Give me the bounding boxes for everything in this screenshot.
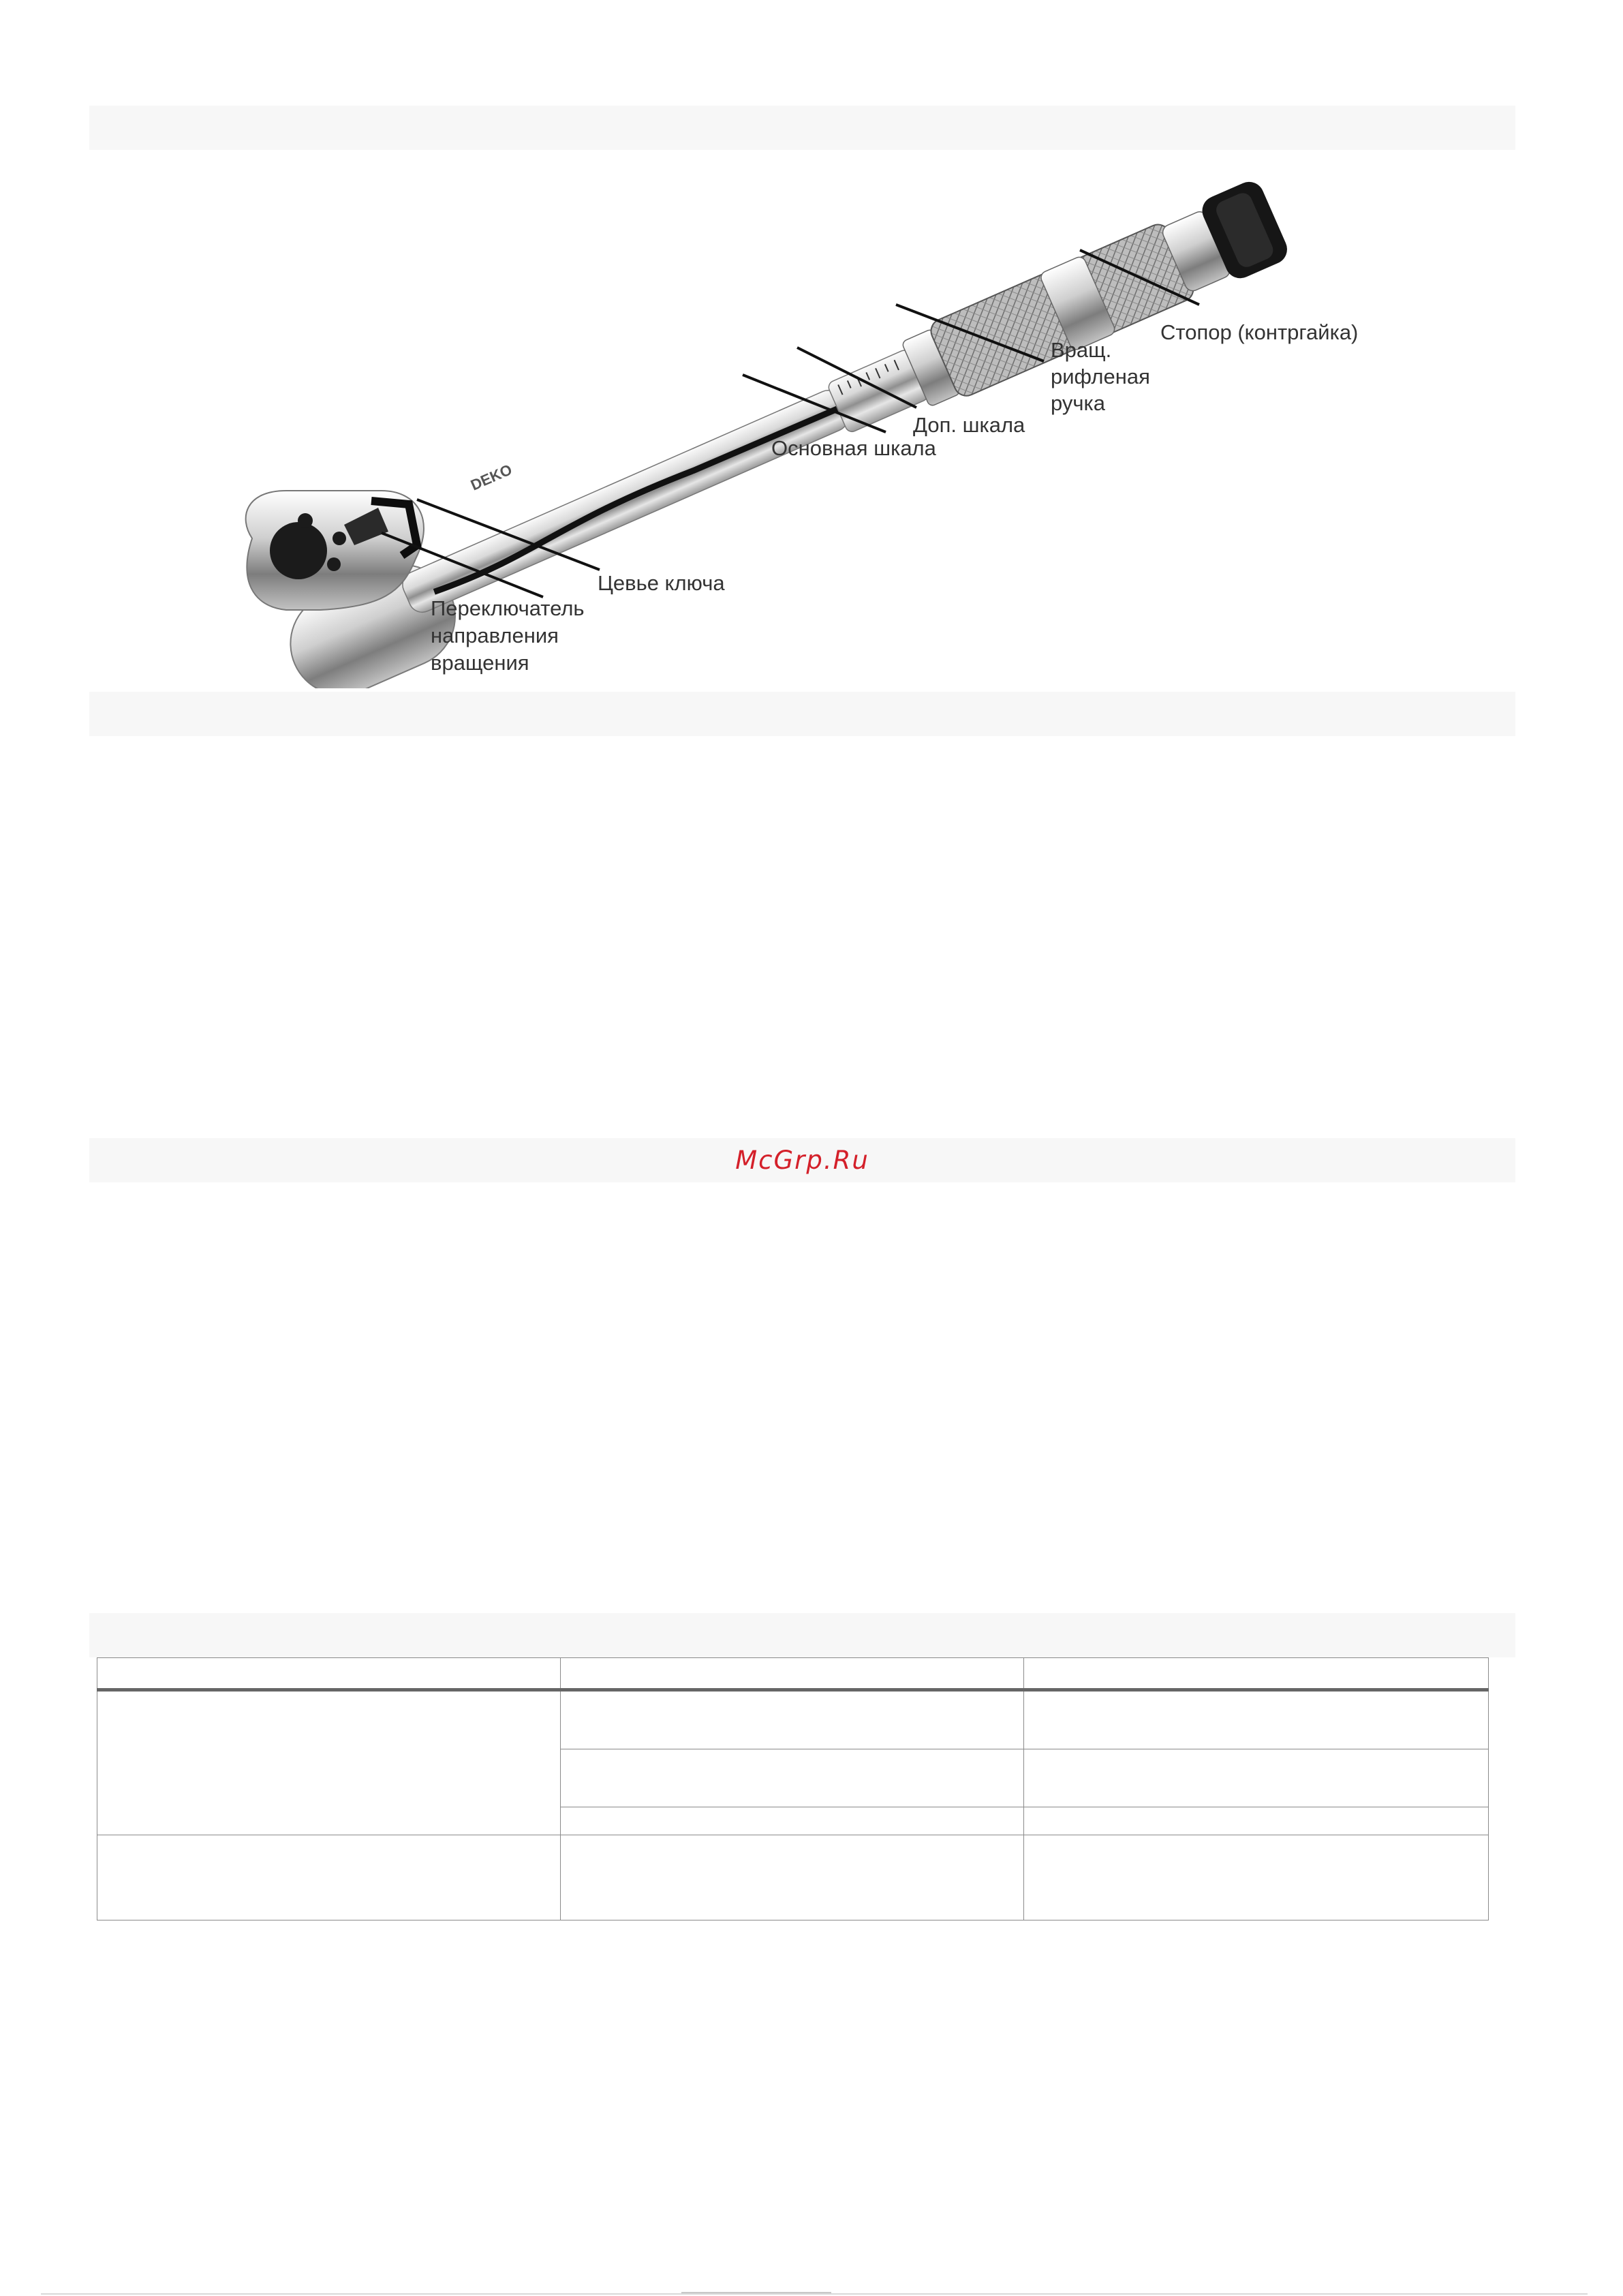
table-cell [97, 1835, 561, 1920]
label-switch-2: направления [431, 624, 559, 647]
table-cell [560, 1690, 1023, 1749]
section-band-2 [89, 692, 1515, 736]
table-cell [1023, 1807, 1488, 1835]
label-switch-3: вращения [431, 651, 529, 675]
label-handle-3: ручка [1051, 391, 1106, 415]
label-stopper: Стопор (контргайка) [1160, 320, 1359, 344]
table-cell [97, 1690, 561, 1835]
header-cell [560, 1658, 1023, 1690]
footer-marks [0, 2290, 1623, 2296]
table-cell [1023, 1749, 1488, 1807]
section-band-4 [89, 1613, 1515, 1657]
table-cell [1023, 1835, 1488, 1920]
label-main-scale: Основная шкала [771, 436, 936, 460]
table-cell [1023, 1690, 1488, 1749]
torque-wrench-figure [0, 0, 1623, 688]
table-cell [560, 1749, 1023, 1807]
table-header-row [97, 1658, 1489, 1690]
table-row [97, 1835, 1489, 1920]
label-switch-1: Переключатель [431, 596, 585, 620]
label-handle-2: рифленая [1051, 365, 1150, 388]
spec-table [97, 1657, 1489, 1920]
header-cell [1023, 1658, 1488, 1690]
table-cell [560, 1835, 1023, 1920]
drive-square [270, 522, 327, 579]
wrench-body [271, 177, 1301, 688]
label-handle-1: Вращ. [1051, 338, 1112, 362]
label-extra-scale: Доп. шкала [913, 413, 1025, 437]
watermark-text: McGrp.Ru [735, 1146, 869, 1175]
label-shaft: Цевье ключа [598, 571, 725, 595]
table-cell [560, 1807, 1023, 1835]
header-cell [97, 1658, 561, 1690]
section-band-3 [89, 1138, 1515, 1182]
table-row [97, 1690, 1489, 1749]
brand-mark: DEKO [467, 461, 515, 494]
